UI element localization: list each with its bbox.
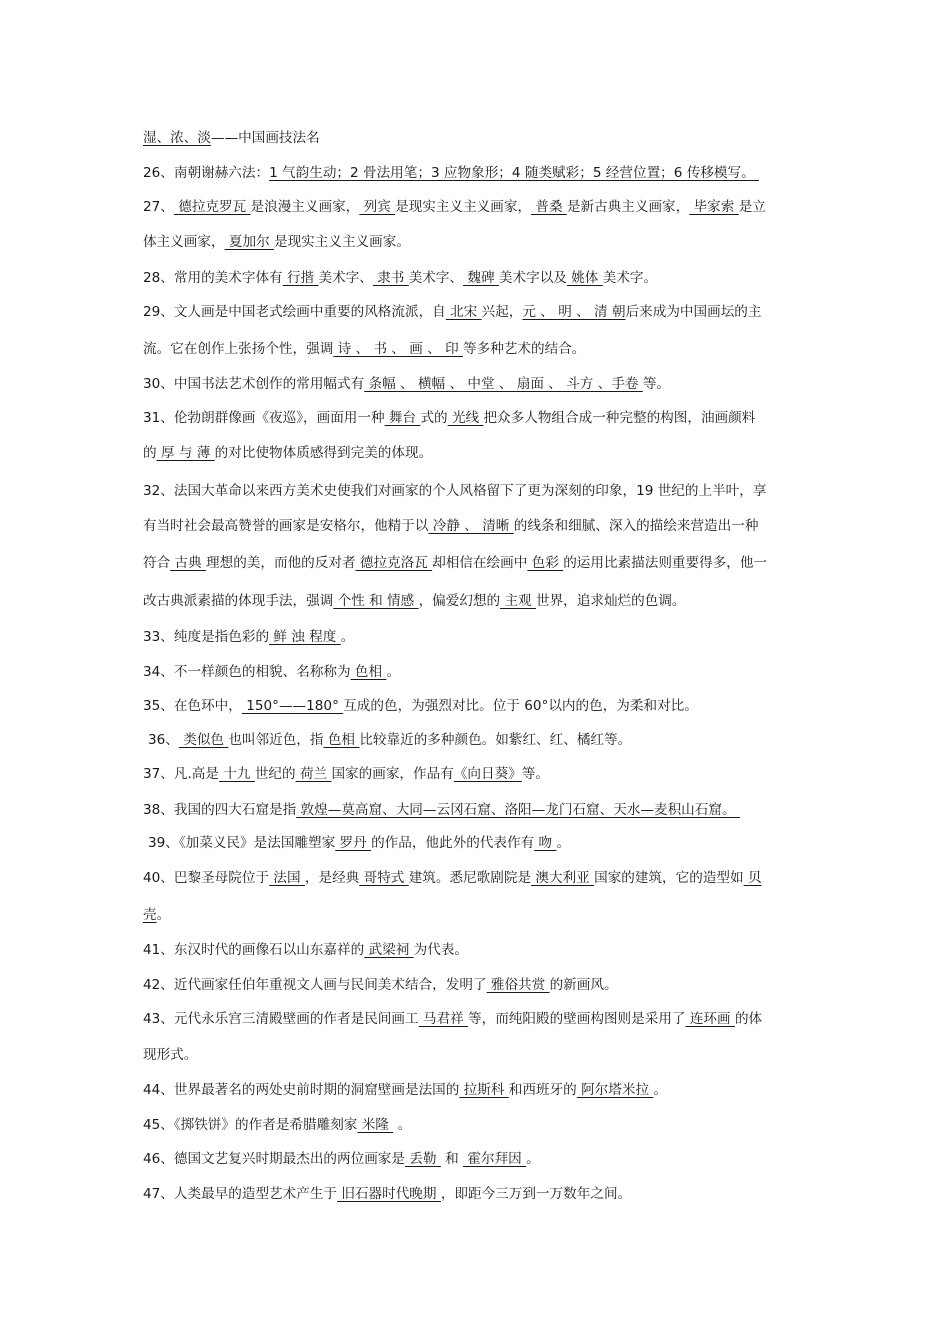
text-line [148, 730, 816, 750]
text-segment: 39、《加菜义民》是法国雕塑家 [148, 835, 336, 851]
text-line [143, 1009, 811, 1029]
text-segment: 流。它在创作上张扬个性，强调 [143, 341, 334, 357]
text-segment: 36、 [148, 732, 179, 748]
answer-blank: 色彩 [527, 555, 564, 571]
text-line [148, 833, 816, 853]
text-segment: 的作品，他此外的代表作有 [371, 835, 535, 851]
text-segment: 。 [393, 1117, 412, 1133]
text-line [143, 1184, 811, 1204]
answer-blank: 罗丹 [335, 835, 372, 851]
answer-blank: 旧石器时代晚期 [337, 1186, 441, 1202]
text-segment: 是立 [738, 199, 766, 215]
text-segment: 31、伦勃朗群像画《夜巡》，画面用一种 [143, 410, 385, 426]
text-segment: 41、东汉时代的画像石以山东嘉祥的 [143, 942, 365, 958]
text-segment: 45、《掷铁饼》的作者是希腊雕刻家 [143, 1117, 358, 1133]
text-segment: 等多种艺术的结合。 [463, 341, 586, 357]
text-line [143, 481, 811, 501]
text-line [143, 696, 811, 716]
answer-blank: 光线 [447, 410, 484, 426]
text-line [143, 1080, 811, 1100]
text-segment: 等。 [642, 376, 671, 392]
text-segment: 27、 [143, 199, 174, 215]
text-line [143, 408, 811, 428]
text-segment: 是现实主义主义画家。 [274, 234, 410, 250]
text-line [143, 268, 811, 288]
text-segment: 的 [143, 445, 157, 461]
text-segment: 也叫邻近色，指 [228, 732, 324, 748]
answer-blank: 壳 [143, 907, 157, 923]
text-segment: 国家的建筑，它的造型如 [594, 870, 744, 886]
answer-blank: 类似色 [178, 732, 229, 748]
answer-blank: 武梁祠 [364, 942, 414, 958]
text-segment: ——中国画技法名 [210, 130, 320, 146]
text-segment: 兴起， [481, 304, 523, 320]
text-line [143, 197, 811, 217]
text-segment: 的运用比素描法则重要得多，他一 [563, 555, 768, 571]
answer-blank: 拉斯科 [459, 1082, 509, 1098]
text-segment: 37、凡.高是 [143, 766, 219, 782]
text-line [143, 975, 811, 995]
text-segment: 。 [156, 907, 171, 923]
text-segment: 体主义画家， [143, 234, 225, 250]
answer-blank: 150°——180° [241, 698, 344, 714]
text-segment: 等，而纯阳殿的壁画构图则是采用了 [468, 1011, 686, 1027]
text-segment: 32、法国大革命以来西方美术史使我们对画家的个人风格留下了更为深刻的印象，19 世纪的上半叶，享 [143, 483, 767, 499]
text-segment: 的线条和细腻、深入的描绘来营造出一种 [513, 518, 759, 534]
answer-blank: 冷静 、 清晰 [428, 518, 514, 534]
text-segment: 改古典派素描的体现手法，强调 [143, 593, 334, 609]
answer-blank: 舞台 [384, 410, 421, 426]
answer-blank: 毕家索 [689, 199, 739, 215]
text-segment: 26、南朝谢赫六法： [143, 165, 270, 181]
text-segment: 国家的画家，作品有 [331, 766, 454, 782]
text-line [143, 128, 811, 148]
text-line [143, 163, 811, 183]
text-segment: 和 [440, 1151, 464, 1167]
answer-blank: 德拉克洛瓦 [355, 555, 433, 571]
text-segment: 33、纯度是指色彩的 [143, 629, 270, 645]
answer-blank: 法国 [269, 870, 305, 886]
text-segment: 。 [556, 835, 571, 851]
answer-blank: 姚体 [566, 270, 603, 286]
answer-blank: 条幅 、 横幅 、 中堂 、 扇面 、 斗方 、手卷 [364, 376, 643, 392]
answer-blank: 连环画 [685, 1011, 735, 1027]
answer-blank: 魏碑 [463, 270, 499, 286]
answer-blank: 敦煌—莫高窟、大同—云冈石窟、洛阳—龙门石窟、天水—麦积山石窟。 [296, 802, 740, 818]
text-segment: 却相信在绘画中 [432, 555, 528, 571]
text-line [143, 1115, 811, 1135]
text-segment: 美术字。 [602, 270, 658, 286]
answer-blank: 哥特式 [359, 870, 409, 886]
text-segment: 符合 [143, 555, 171, 571]
text-line [143, 800, 811, 820]
answer-blank: 主观 [500, 593, 536, 609]
text-segment: 46、德国文艺复兴时期最杰出的两位画家是 [143, 1151, 405, 1167]
text-line [143, 662, 811, 682]
text-line [143, 443, 811, 463]
answer-blank: 《向日葵》 [453, 766, 522, 782]
text-segment: 后来成为中国画坛的主 [625, 304, 762, 320]
text-line [143, 232, 811, 252]
answer-blank: 贝 [743, 870, 762, 886]
answer-blank: 澳大利亚 [531, 870, 595, 886]
text-segment: 有当时社会最高赞誉的画家是安格尔，他精于以 [143, 518, 429, 534]
text-segment: 比较靠近的多种颜色。如紫红、红、橘红等。 [359, 732, 632, 748]
text-segment: ，是经典 [304, 870, 360, 886]
text-line [143, 374, 811, 394]
text-segment: 美术字、 [318, 270, 373, 286]
answer-blank: 色相 [323, 732, 360, 748]
text-segment: 等。 [521, 766, 549, 782]
answer-blank: 十九 [219, 766, 255, 782]
text-segment: 。 [340, 629, 355, 645]
text-segment: 30、中国书法艺术创作的常用幅式有 [143, 376, 365, 392]
text-line [143, 553, 811, 573]
answer-blank: 阿尔塔米拉 [576, 1082, 654, 1098]
text-line [143, 905, 811, 925]
answer-blank: 1 气韵生动；2 骨法用笔；3 应物象形；4 随类赋彩；5 经营位置；6 传移模写。 [269, 165, 760, 181]
answer-blank: 行揩 [282, 270, 319, 286]
text-segment: 42、近代画家任伯年重视文人画与民间美术结合，发明了 [143, 977, 487, 993]
text-segment: 29、文人画是中国老式绘画中重要的风格流派，自 [143, 304, 446, 320]
text-segment: 38、我国的四大石窟是指 [143, 802, 297, 818]
text-segment: ，偏爱幻想的 [418, 593, 501, 609]
text-segment: 34、不一样颜色的相貌、名称称为 [143, 664, 351, 680]
text-segment: 美术字以及 [498, 270, 567, 286]
text-line [143, 516, 811, 536]
text-segment: 式的 [420, 410, 448, 426]
text-line [143, 339, 811, 359]
text-line [143, 1149, 811, 1169]
text-line [143, 868, 811, 888]
text-segment: 的对比使物体质感得到完美的体现。 [214, 445, 433, 461]
answer-blank: 霍尔拜因 [463, 1151, 527, 1167]
text-segment: 47、人类最早的造型艺术产生于 [143, 1186, 338, 1202]
answer-blank: 夏加尔 [224, 234, 274, 250]
text-line [143, 591, 811, 611]
text-segment: 28、常用的美术字体有 [143, 270, 283, 286]
text-segment: 。 [653, 1082, 667, 1098]
answer-blank: 德拉克罗瓦 [173, 199, 251, 215]
text-segment: 是浪漫主义画家， [250, 199, 360, 215]
answer-blank: 米隆 [357, 1117, 394, 1133]
text-segment: 把众多人物组合成一种完整的构图，油画颜料 [483, 410, 756, 426]
answer-blank: 鲜 浊 程度 [269, 629, 341, 645]
answer-blank: 个性 和 情感 [333, 593, 419, 609]
text-line [143, 1045, 811, 1065]
text-segment: 是现实主义主义画家， [395, 199, 532, 215]
text-line [143, 302, 811, 322]
answer-blank: 丢勒 [404, 1151, 441, 1167]
answer-blank: 古典 [170, 555, 207, 571]
text-segment: 为代表。 [413, 942, 469, 958]
text-segment: 的体 [734, 1011, 763, 1027]
text-line [143, 940, 811, 960]
text-segment: 理想的美，而他的反对者 [206, 555, 356, 571]
text-segment: 和西班牙的 [508, 1082, 577, 1098]
answer-blank: 列宾 [359, 199, 396, 215]
text-segment: 美术字、 [408, 270, 464, 286]
text-segment: 。 [386, 664, 401, 680]
text-segment: 35、在色环中， [143, 698, 242, 714]
text-segment: 。 [526, 1151, 540, 1167]
text-line [143, 627, 811, 647]
answer-blank: 普桑 [531, 199, 567, 215]
answer-blank: 马君祥 [418, 1011, 469, 1027]
answer-blank: 湿、浓、淡 [143, 130, 211, 146]
text-segment: 44、世界最著名的两处史前时期的洞窟壁画是法国的 [143, 1082, 460, 1098]
text-segment: 的新画风。 [549, 977, 618, 993]
answer-blank: 隶书 [372, 270, 409, 286]
answer-blank: 荷兰 [295, 766, 332, 782]
text-segment: 建筑。悉尼歌剧院是 [408, 870, 532, 886]
text-segment: ，即距今三万到一万数年之间。 [440, 1186, 632, 1202]
answer-blank: 厚 与 薄 [156, 445, 215, 461]
text-segment: 互成的色，为强烈对比。位于 60°以内的色，为柔和对比。 [343, 698, 698, 714]
answer-blank: 吻 [534, 835, 557, 851]
answer-blank: 雅俗共赏 [486, 977, 550, 993]
text-segment: 40、巴黎圣母院位于 [143, 870, 270, 886]
answer-blank: 元 、 明 、 清 朝 [522, 304, 626, 320]
text-segment: 43、元代永乐宫三清殿壁画的作者是民间画工 [143, 1011, 419, 1027]
answer-blank: 色相 [350, 664, 387, 680]
text-segment: 是新古典主义画家， [566, 199, 690, 215]
text-segment: 现形式。 [143, 1047, 198, 1063]
text-line [143, 764, 811, 784]
text-segment: 世纪的 [254, 766, 296, 782]
answer-blank: 北宋 [445, 304, 482, 320]
answer-blank: 诗 、 书 、 画 、 印 [333, 341, 464, 357]
text-segment: 世界，追求灿烂的色调。 [535, 593, 686, 609]
